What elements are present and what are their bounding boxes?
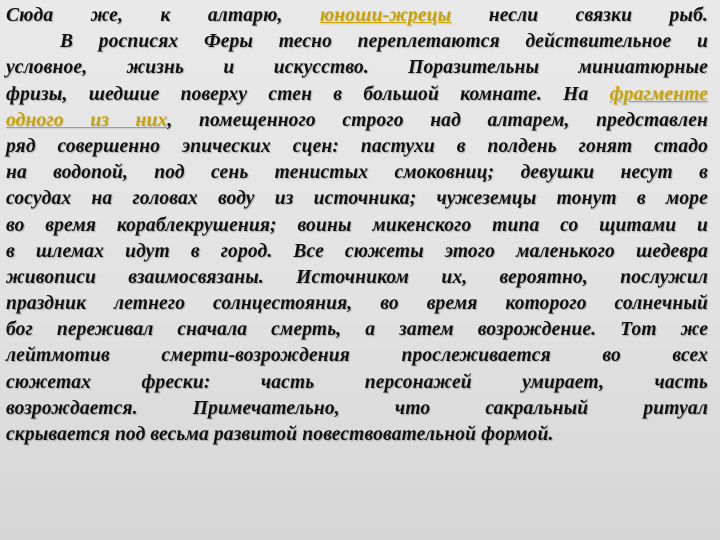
link-fragment[interactable]: фрагменте — [609, 83, 708, 105]
text-segment: , помещенного строго над алтарем, представлен — [167, 109, 708, 131]
text-segment: несли связки рыб. — [488, 5, 708, 26]
text-line-15: сюжетах фрески: часть персонажей умирает, часть — [6, 371, 708, 393]
body-paragraph — [6, 3, 708, 448]
text-line-7: на водопой, под сень тенистых смоковниц; девушки несут в — [6, 162, 708, 184]
text-line-12: праздник летнего солнцестояния, во время которого солнечный — [6, 293, 708, 315]
text-line-6: ряд совершенно эпических сцен: пастухи в полдень гонят стадо — [6, 135, 708, 157]
text-line-3: условное, жизнь и искусство. Поразительны миниатюрные — [6, 57, 708, 79]
link-one-of-them[interactable]: одного из них — [6, 109, 168, 131]
text-line-16: возрождается. Примечательно, что сакральный ритуал — [6, 397, 708, 419]
text-line-2: В росписях Феры тесно переплетаются действительное и — [60, 31, 708, 53]
text-line-11: живописи взаимосвязаны. Источником их, вероятно, послужил — [6, 266, 708, 288]
text-line-13: бог переживал сначала смерть, а затем возрождение. Тот же — [6, 319, 708, 341]
link-youths-priests[interactable]: юноши-жрецы — [319, 5, 452, 26]
text-line-8: сосудах на головах воду из источника; чужеземцы тонут в море — [6, 188, 708, 210]
text-line-17: скрывается под весьма развитой повествовательной формой. — [6, 424, 554, 445]
text-line-1 — [6, 3, 708, 29]
text-line-9: во время кораблекрушения; воины микенского типа со щитами и — [6, 214, 708, 236]
text-segment: Сюда же, к алтарю, — [6, 5, 283, 26]
text-line-4 — [6, 82, 708, 108]
text-line-5 — [6, 108, 708, 134]
text-line-10: в шлемах идут в город. Все сюжеты этого маленького шедевра — [6, 240, 708, 262]
text-segment: фризы, шедшие поверху стен в большой комнате. На — [6, 83, 589, 105]
text-line-14: лейтмотив смерти-возрождения прослеживается во всех — [6, 345, 708, 367]
